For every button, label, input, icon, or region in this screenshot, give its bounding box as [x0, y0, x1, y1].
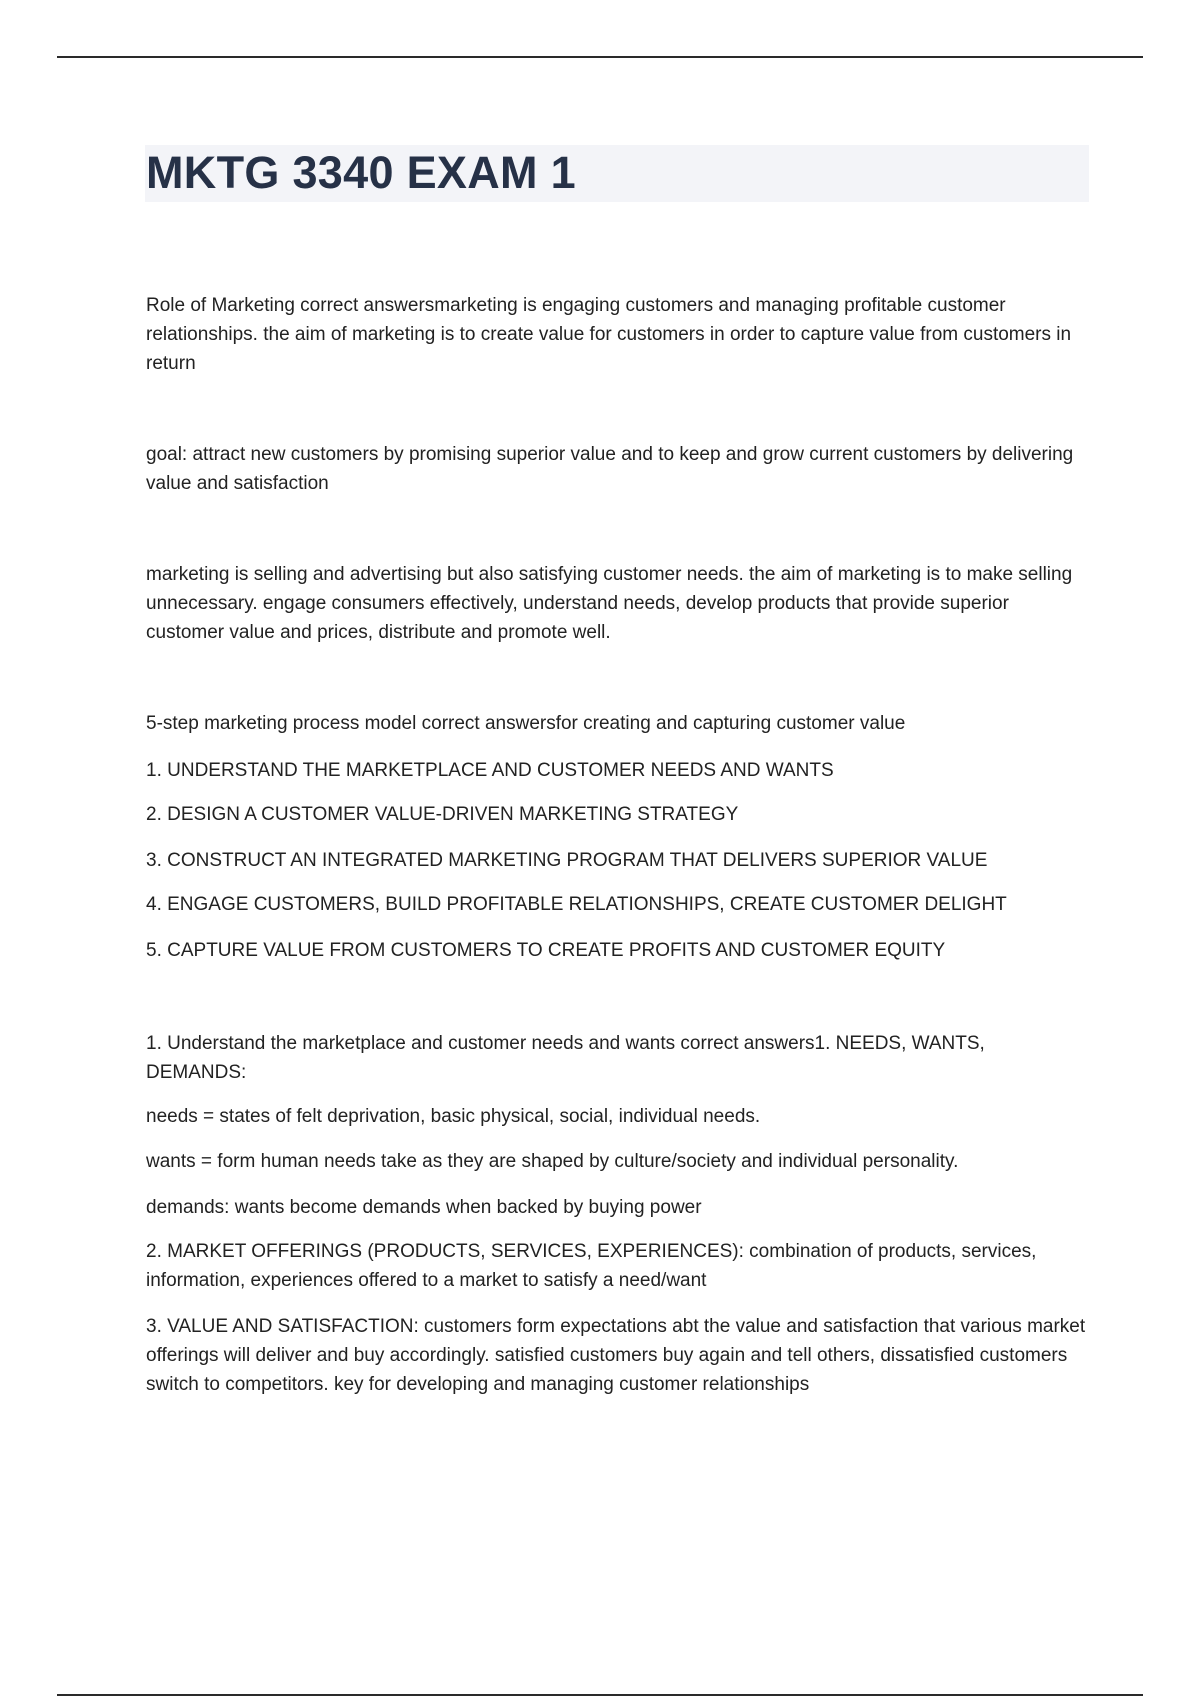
process-step-2: 2. DESIGN A CUSTOMER VALUE-DRIVEN MARKETING STRATEGY	[146, 804, 739, 825]
paragraph-process-model-heading: 5-step marketing process model correct answersfor creating and capturing customer value	[146, 713, 906, 734]
paragraph-marketing-definition: marketing is selling and advertising but also satisfying customer needs. the aim of marketing is to make selling unnecessary. engage consumers effectively, understand needs, develop products that provide superior customer value and prices, distribute and promote well.	[146, 564, 1073, 643]
paragraph-needs: needs = states of felt deprivation, basic physical, social, individual needs.	[146, 1106, 761, 1127]
paragraph-role-of-marketing: Role of Marketing correct answersmarketing is engaging customers and managing profitable customer relationships. the aim of marketing is to create value for customers in order to capture value from customers in return	[146, 295, 1072, 374]
paragraph-value-satisfaction: 3. VALUE AND SATISFACTION: customers form expectations abt the value and satisfaction that various market offerings will deliver and buy accordingly. satisfied customers buy again and tell others, dissatisfied customers switch to competitors. key for developing and managing customer relationships	[146, 1316, 1086, 1395]
paragraph-understand-marketplace: 1. Understand the marketplace and customer needs and wants correct answers1. NEEDS, WANTS, DEMANDS:	[146, 1033, 985, 1083]
process-step-1: 1. UNDERSTAND THE MARKETPLACE AND CUSTOMER NEEDS AND WANTS	[146, 760, 834, 781]
process-step-4: 4. ENGAGE CUSTOMERS, BUILD PROFITABLE RELATIONSHIPS, CREATE CUSTOMER DELIGHT	[146, 894, 1007, 915]
page-title: MKTG 3340 EXAM 1	[146, 147, 576, 198]
paragraph-market-offerings: 2. MARKET OFFERINGS (PRODUCTS, SERVICES, EXPERIENCES): combination of products, services, information, experiences offered to a market to satisfy a need/want	[146, 1241, 1037, 1291]
top-rule	[57, 56, 1143, 58]
paragraph-demands: demands: wants become demands when backed by buying power	[146, 1197, 702, 1218]
process-step-3: 3. CONSTRUCT AN INTEGRATED MARKETING PROGRAM THAT DELIVERS SUPERIOR VALUE	[146, 850, 988, 871]
bottom-rule	[57, 1694, 1143, 1696]
paragraph-wants: wants = form human needs take as they are shaped by culture/society and individual personality.	[146, 1151, 959, 1172]
process-step-5: 5. CAPTURE VALUE FROM CUSTOMERS TO CREATE PROFITS AND CUSTOMER EQUITY	[146, 940, 946, 961]
paragraph-goal: goal: attract new customers by promising superior value and to keep and grow current customers by delivering value and satisfaction	[146, 444, 1074, 494]
